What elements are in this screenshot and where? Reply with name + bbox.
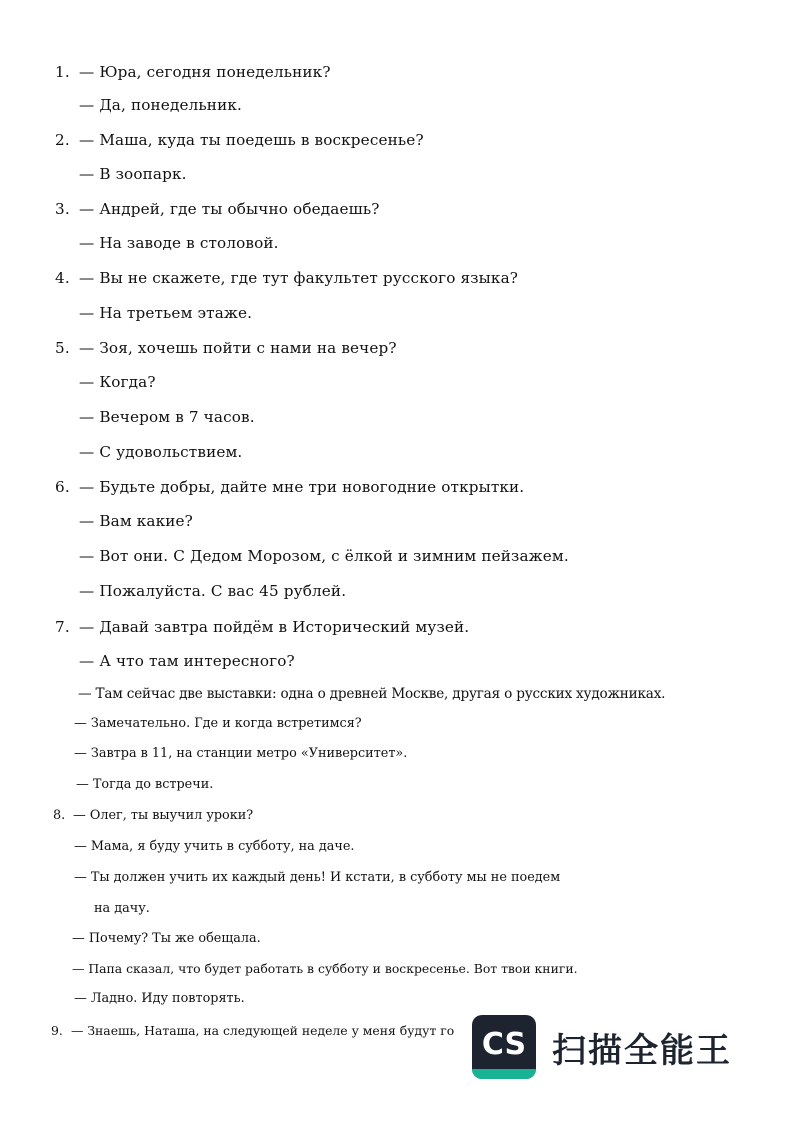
dialogue-8-line-7 [74, 993, 245, 1006]
dialogue-line-text: — Вечером в 7 часов. [79, 408, 255, 426]
dialogue-7-line-2 [79, 654, 295, 669]
dialogue-line-text: — Ладно. Иду повторять. [74, 991, 245, 1006]
dialogue-6-line-3 [79, 549, 569, 564]
dialogue-line-text: — Тогда до встречи. [76, 777, 214, 792]
dialogue-line-text: — Давай завтра пойдём в Исторический музей. [79, 618, 470, 636]
dialogue-number: 1. [55, 63, 70, 81]
dialogue-7-line-4 [74, 718, 362, 731]
logo-text: CS [481, 1027, 527, 1062]
dialogue-3-line-1 [55, 202, 380, 217]
dialogue-9-line-1 [51, 1025, 454, 1037]
dialogue-7-line-3 [78, 688, 665, 702]
dialogue-7-line-1 [55, 620, 469, 635]
dialogue-number: 9. [51, 1023, 63, 1038]
dialogue-4-line-2 [79, 306, 252, 321]
dialogue-line-text: — Андрей, где ты обычно обедаешь? [79, 200, 380, 218]
watermark-label: 扫描全能王 [552, 1030, 732, 1071]
dialogue-5-line-1 [55, 341, 397, 356]
dialogue-8-line-6 [72, 963, 578, 975]
dialogue-8-line-5 [72, 933, 261, 946]
dialogue-number: 7. [55, 618, 70, 636]
dialogue-2-line-2 [79, 167, 187, 182]
logo-accent-band [472, 1069, 536, 1079]
camscanner-logo-icon [472, 1015, 536, 1079]
dialogue-line-text: — Да, понедельник. [79, 96, 242, 114]
dialogue-7-line-5 [74, 748, 407, 761]
dialogue-line-text: — Вы не скажете, где тут факультет русского языка? [79, 269, 519, 287]
dialogue-line-text: — На заводе в столовой. [79, 234, 279, 252]
dialogue-5-line-4 [79, 445, 242, 460]
dialogue-line-text: — Там сейчас две выставки: одна о древней Москве, другая о русских художниках. [78, 686, 666, 702]
dialogue-7-line-6 [76, 779, 213, 792]
camscanner-watermark [472, 1014, 732, 1080]
dialogue-line-text: — А что там интересного? [79, 652, 295, 670]
dialogue-line-text: — Вот они. С Дедом Морозом, с ёлкой и зимним пейзажем. [79, 547, 569, 565]
dialogue-line-text: — Знаешь, Наташа, на следующей неделе у меня будут го [71, 1023, 455, 1038]
dialogue-line-text: на дачу. [94, 901, 150, 916]
dialogue-6-line-4 [79, 584, 346, 599]
dialogue-number: 4. [55, 269, 70, 287]
dialogue-5-line-2 [79, 375, 156, 390]
dialogue-line-text: — В зоопарк. [79, 165, 187, 183]
dialogue-line-text: — Мама, я буду учить в субботу, на даче. [74, 839, 355, 854]
dialogue-4-line-1 [55, 271, 518, 286]
dialogue-3-line-2 [79, 236, 279, 251]
dialogue-8-line-1 [53, 810, 253, 823]
dialogue-number: 6. [55, 478, 70, 496]
dialogue-line-text: — Завтра в 11, на станции метро «Университет». [74, 746, 408, 761]
dialogue-1-line-1 [55, 65, 331, 80]
dialogue-8-line-3 [74, 872, 560, 885]
dialogue-number: 2. [55, 131, 70, 149]
dialogue-line-text: — Вам какие? [79, 512, 193, 530]
dialogue-line-text: — Пожалуйста. С вас 45 рублей. [79, 582, 347, 600]
dialogue-number: 8. [53, 808, 66, 823]
dialogue-line-text: — Папа сказал, что будет работать в субботу и воскресенье. Вот твои книги. [72, 961, 578, 976]
dialogue-line-text: — С удовольствием. [79, 443, 243, 461]
dialogue-line-text: — Олег, ты выучил уроки? [73, 808, 254, 823]
dialogue-line-text: — Почему? Ты же обещала. [72, 931, 261, 946]
dialogue-8-line-2 [74, 841, 354, 854]
dialogue-line-text: — Маша, куда ты поедешь в воскресенье? [79, 131, 424, 149]
dialogue-2-line-1 [55, 133, 424, 148]
dialogue-line-text: — Когда? [79, 373, 156, 391]
dialogue-line-text: — Ты должен учить их каждый день! И кстати, в субботу мы не поедем [74, 870, 561, 885]
dialogue-line-text: — Зоя, хочешь пойти с нами на вечер? [79, 339, 397, 357]
dialogue-line-text: — Замечательно. Где и когда встретимся? [74, 716, 362, 731]
dialogue-line-text: — Будьте добры, дайте мне три новогодние открытки. [79, 478, 525, 496]
dialogue-line-text: — Юра, сегодня понедельник? [79, 63, 331, 81]
dialogue-1-line-2 [79, 98, 242, 113]
dialogue-6-line-1 [55, 480, 524, 495]
dialogue-number: 5. [55, 339, 70, 357]
dialogue-8-line-4 [94, 903, 150, 916]
dialogue-6-line-2 [79, 514, 193, 529]
dialogue-number: 3. [55, 200, 70, 218]
dialogue-5-line-3 [79, 410, 255, 425]
dialogue-line-text: — На третьем этаже. [79, 304, 253, 322]
